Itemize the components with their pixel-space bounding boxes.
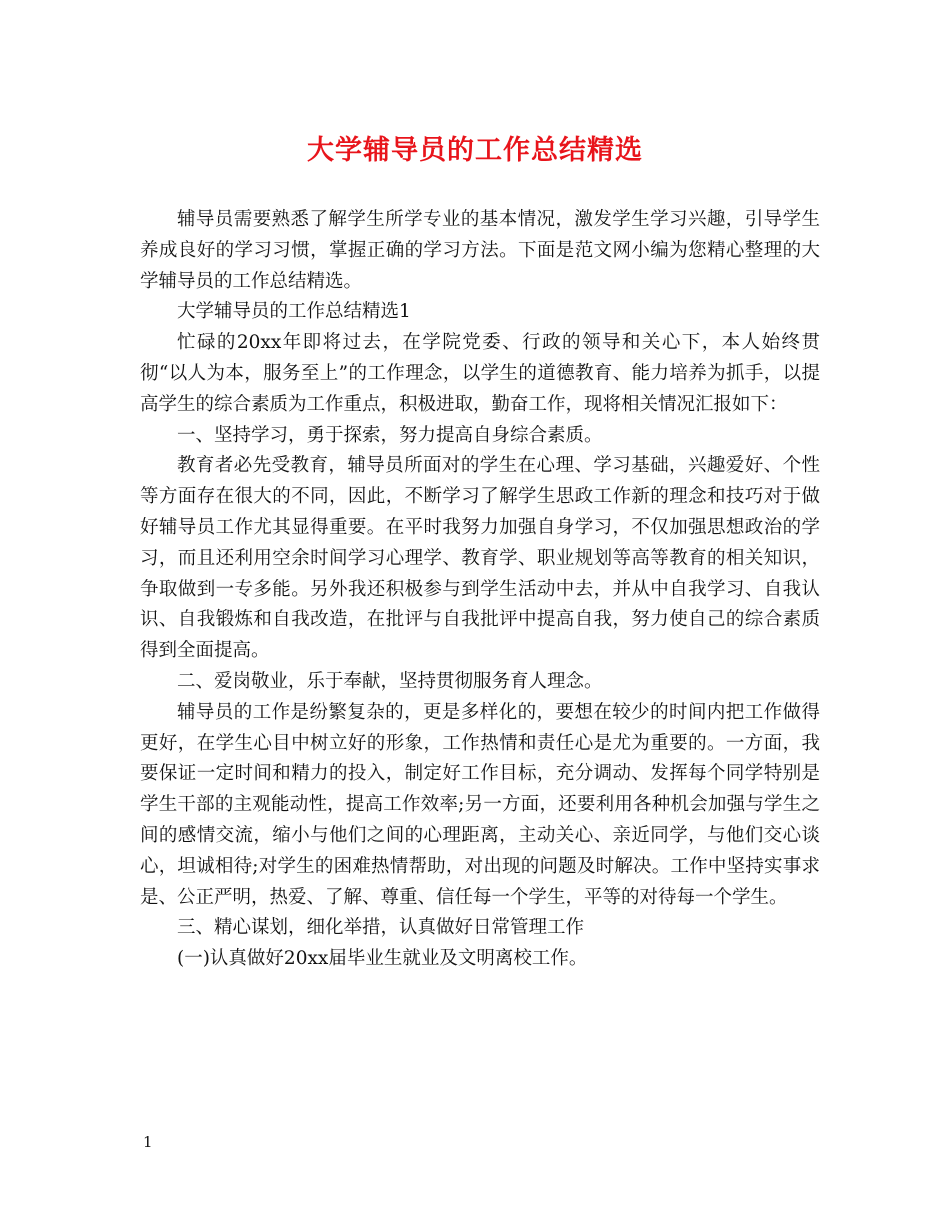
paragraph-subheading: 一、坚持学习，勇于探索，努力提高自身综合素质。 xyxy=(177,424,603,446)
document-body xyxy=(140,205,820,975)
document-title: 大学辅导员的工作总结精选 xyxy=(307,135,643,166)
page-number: 1 xyxy=(143,1133,153,1151)
paragraph: 忙碌的20xx年即将过去，在学院党委、行政的领导和关心下，本人始终贯彻“以人为本，服务至上”的工作理念，以学生的道德教育、能力培养为抓手，以提高学生的综合素质为工作重点，积极进取，勤奋工作，现将相关情况汇报如下： xyxy=(140,332,820,415)
paragraph: 辅导员的工作是纷繁复杂的，更是多样化的，要想在较少的时间内把工作做得更好，在学生心目中树立好的形象，工作热情和责任心是尤为重要的。一方面，我要保证一定时间和精力的投入，制定好工作目标，充分调动、发挥每个同学特别是学生干部的主观能动性，提高工作效率;另一方面，还要利用各种机会加强与学生之间的感情交流，缩小与他们之间的心理距离，主动关心、亲近同学，与他们交心谈心，坦诚相待;对学生的困难热情帮助，对出现的问题及时解决。工作中坚持实事求是、公正严明，热爱、了解、尊重、信任每一个学生，平等的对待每一个学生。 xyxy=(140,701,820,908)
paragraph-intro: 辅导员需要熟悉了解学生所学专业的基本情况，激发学生学习兴趣，引导学生养成良好的学习习惯，掌握正确的学习方法。下面是范文网小编为您精心整理的大学辅导员的工作总结精选。 xyxy=(140,209,820,292)
paragraph-section-heading: 大学辅导员的工作总结精选1 xyxy=(177,301,411,323)
paragraph-subheading: 二、爱岗敬业，乐于奉献，坚持贯彻服务育人理念。 xyxy=(177,670,603,692)
paragraph: (一)认真做好20xx届毕业生就业及文明离校工作。 xyxy=(177,948,588,970)
paragraph: 教育者必先受教育，辅导员所面对的学生在心理、学习基础，兴趣爱好、个性等方面存在很大的不同，因此，不断学习了解学生思政工作新的理念和技巧对于做好辅导员工作尤其显得重要。在平时我努力加强自身学习，不仅加强思想政治的学习，而且还利用空余时间学习心理学、教育学、职业规划等高等教育的相关知识，争取做到一专多能。另外我还积极参与到学生活动中去，并从中自我学习、自我认识、自我锻炼和自我改造，在批评与自我批评中提高自我，努力使自己的综合素质得到全面提高。 xyxy=(140,455,820,662)
paragraph-subheading: 三、精心谋划，细化举措，认真做好日常管理工作 xyxy=(177,917,585,939)
